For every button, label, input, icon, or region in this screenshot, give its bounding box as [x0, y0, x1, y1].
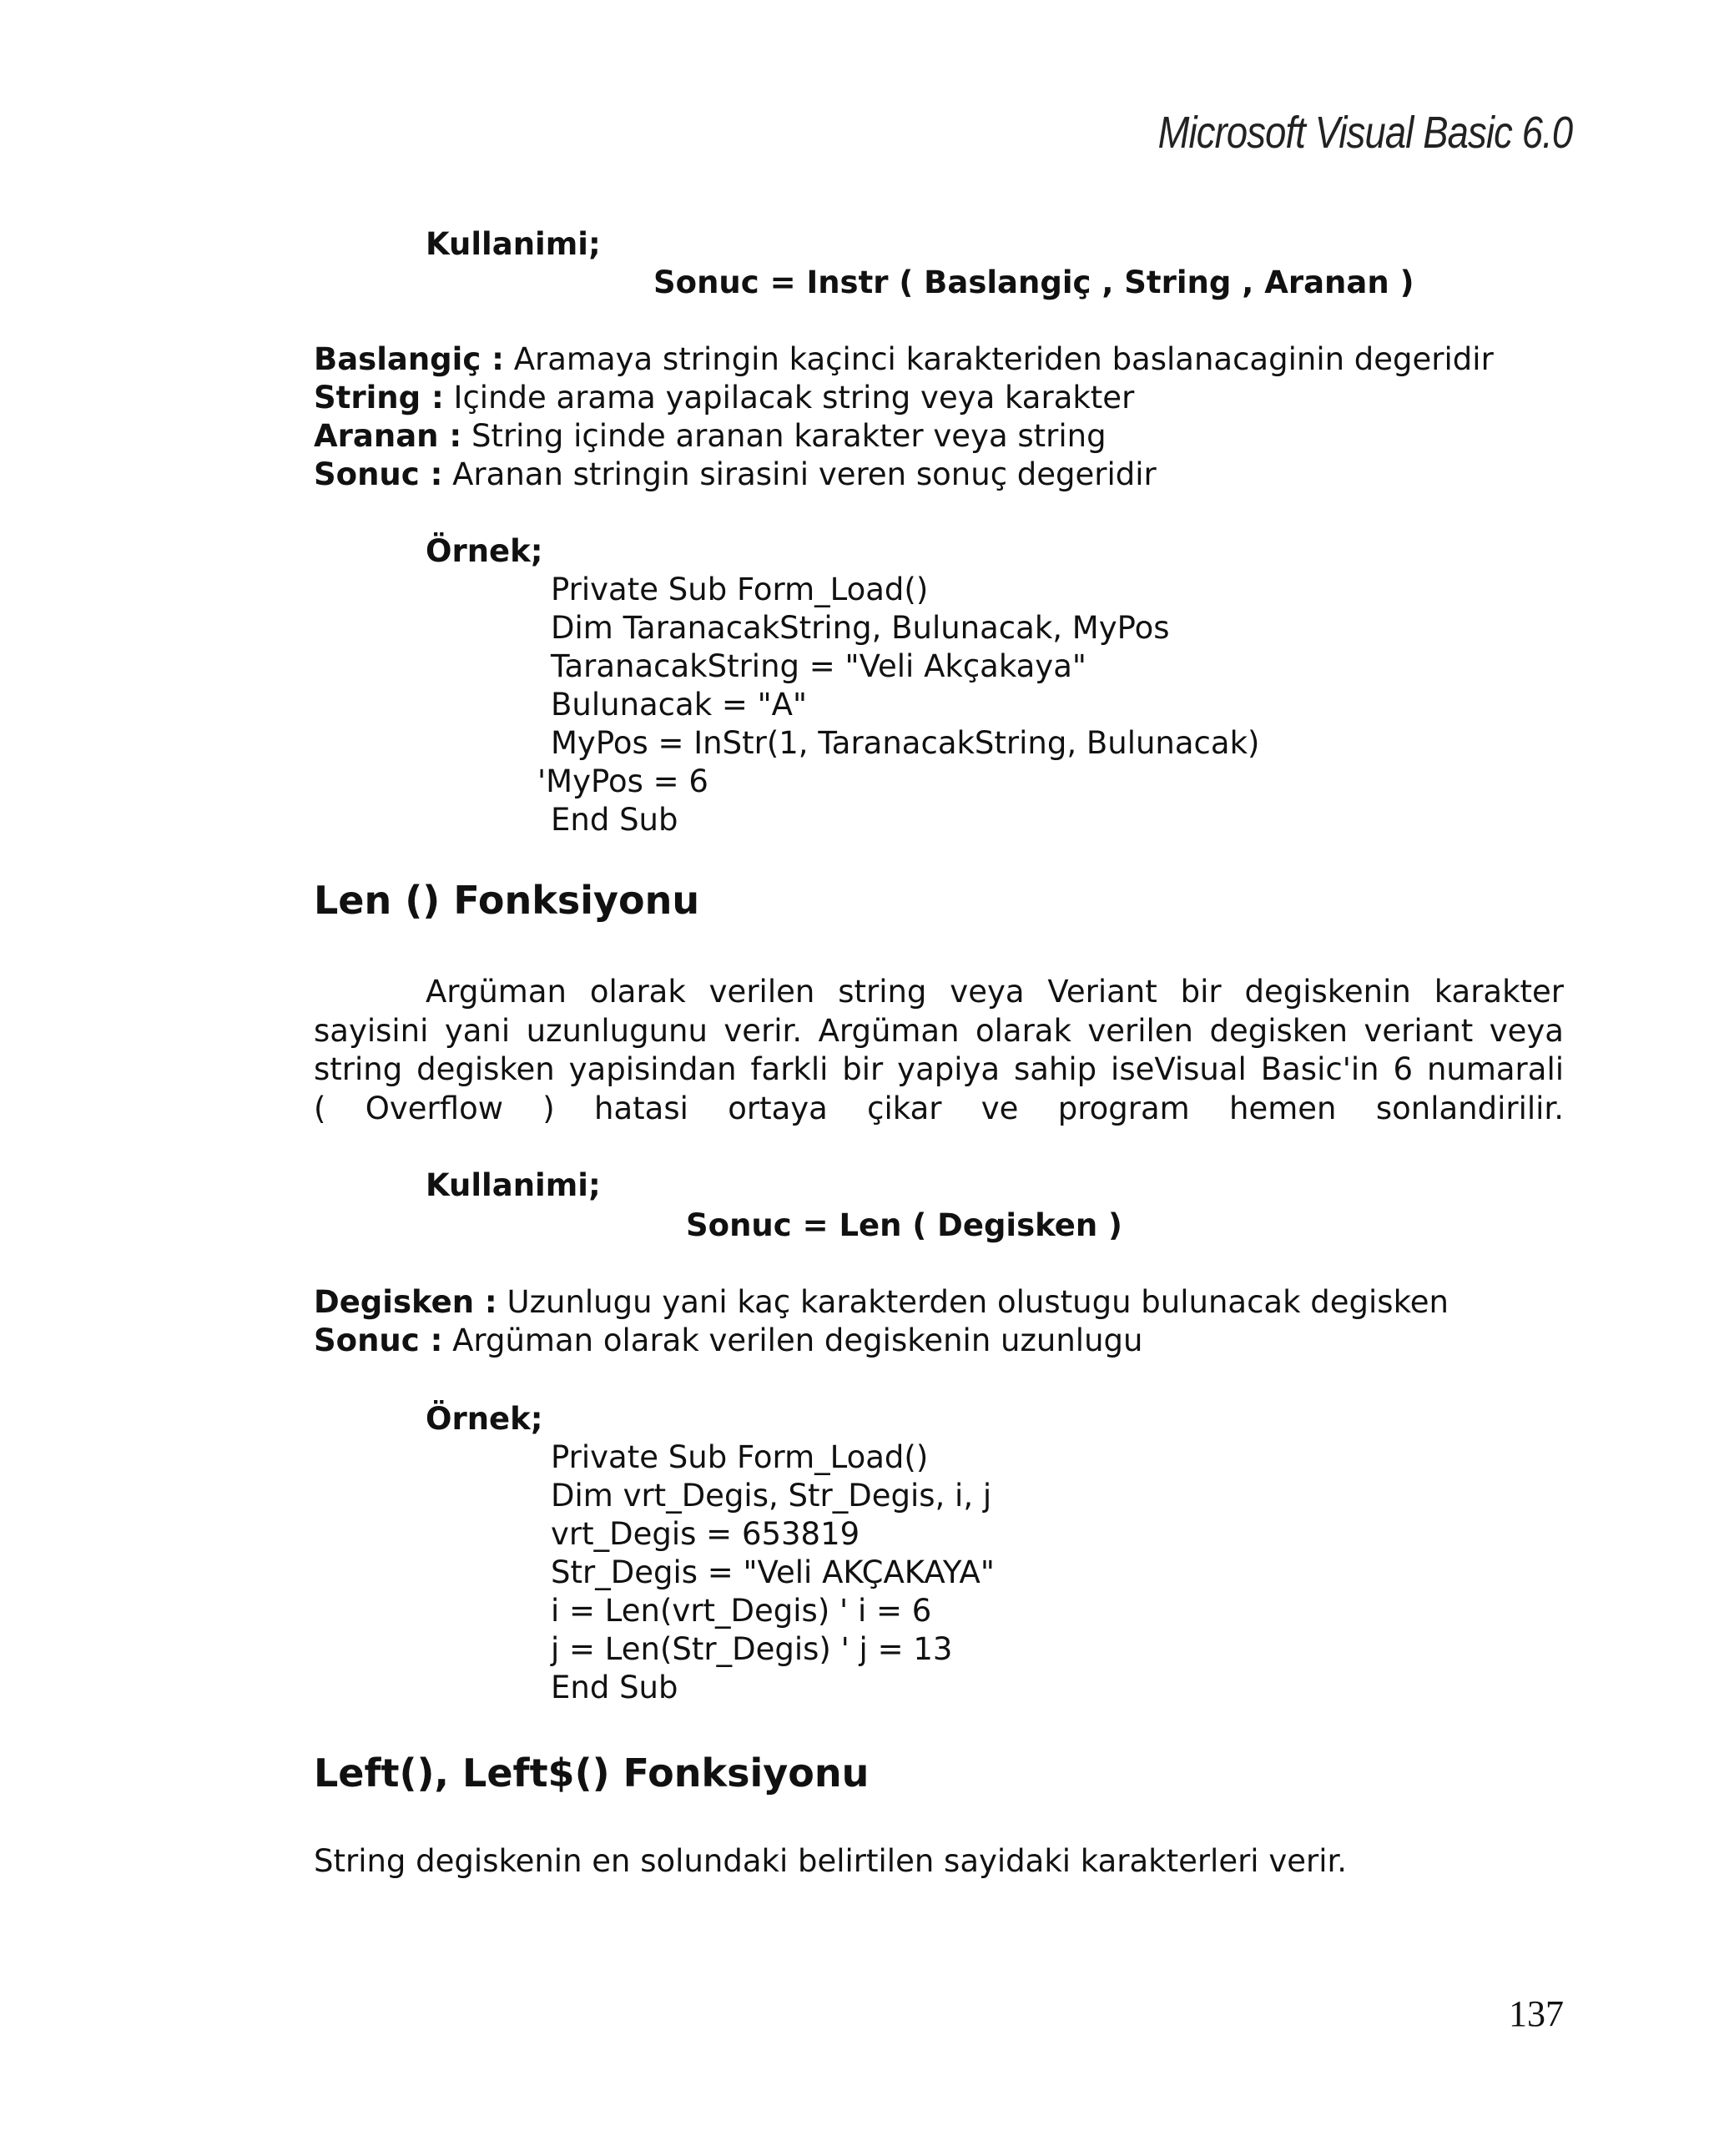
- len-param-list: [314, 1283, 1449, 1360]
- len-section-heading: Len () Fonksiyonu: [314, 878, 700, 923]
- code-line: TaranacakString = "Veli Akçakaya": [551, 648, 1086, 684]
- instr-usage-label: Kullanimi;: [426, 226, 601, 262]
- code-line: j = Len(Str_Degis) ' j = 13: [551, 1631, 953, 1667]
- code-line: 'MyPos = 6: [537, 763, 708, 799]
- param-desc: Aranan stringin sirasini veren sonuç degeridir: [442, 456, 1157, 492]
- code-line: Private Sub Form_Load(): [551, 1439, 929, 1475]
- len-example-label: Örnek;: [426, 1401, 543, 1437]
- param-term: Degisken :: [314, 1284, 497, 1320]
- param-desc: Uzunlugu yani kaç karakterden olustugu bulunacak degisken: [497, 1284, 1449, 1320]
- code-line: End Sub: [551, 802, 678, 838]
- instr-example-label: Örnek;: [426, 533, 543, 569]
- instr-param-row: [314, 456, 1494, 494]
- instr-param-row: [314, 417, 1494, 456]
- len-param-row: [314, 1322, 1449, 1360]
- len-code-block: [551, 1438, 995, 1707]
- param-term: Aranan :: [314, 418, 462, 454]
- len-desc-line: string degisken yapisindan farkli bir yapiya sahip iseVisual Basic'in 6 numarali: [314, 1051, 1564, 1087]
- page-header-title: Microsoft Visual Basic 6.0: [1157, 108, 1572, 158]
- len-desc-line: sayisini yani uzunlugunu verir. Argüman olarak verilen degisken veriant veya: [314, 1012, 1564, 1049]
- param-term: Sonuc :: [314, 1322, 443, 1358]
- code-line: Dim vrt_Degis, Str_Degis, i, j: [551, 1478, 992, 1514]
- page-number: 137: [1509, 1993, 1564, 2034]
- param-desc: Argüman olarak verilen degiskenin uzunlugu: [442, 1322, 1143, 1358]
- param-desc: Aramaya stringin kaçinci karakteriden baslanacaginin degeridir: [503, 341, 1494, 377]
- left-description: String degiskenin en solundaki belirtilen sayidaki karakterleri verir.: [314, 1843, 1348, 1879]
- param-term: Sonuc :: [314, 456, 443, 492]
- code-line: Bulunacak = "A": [551, 687, 808, 723]
- len-syntax: Sonuc = Len ( Degisken ): [686, 1207, 1122, 1243]
- instr-param-row: [314, 340, 1494, 379]
- instr-syntax: Sonuc = Instr ( Baslangiç , String , Aranan ): [653, 264, 1414, 300]
- len-desc-line: Argüman olarak verilen string veya Veriant bir degiskenin karakter: [426, 974, 1564, 1010]
- instr-param-list: [314, 340, 1494, 494]
- code-line: Dim TaranacakString, Bulunacak, MyPos: [551, 610, 1170, 646]
- code-line: End Sub: [551, 1670, 678, 1705]
- len-desc-line: ( Overflow ) hatasi ortaya çikar ve program hemen sonlandirilir.: [314, 1090, 1564, 1126]
- left-section-heading: Left(), Left$() Fonksiyonu: [314, 1750, 870, 1796]
- code-line: Str_Degis = "Veli AKÇAKAYA": [551, 1554, 995, 1590]
- code-line: Private Sub Form_Load(): [551, 572, 929, 607]
- param-desc: Içinde arama yapilacak string veya karakter: [443, 380, 1135, 416]
- code-line: MyPos = InStr(1, TaranacakString, Bulunacak): [551, 725, 1260, 761]
- code-line: vrt_Degis = 653819: [551, 1516, 860, 1552]
- instr-code-block: [537, 571, 1260, 839]
- code-line: i = Len(vrt_Degis) ' i = 6: [551, 1593, 932, 1629]
- param-term: String :: [314, 380, 444, 416]
- len-usage-label: Kullanimi;: [426, 1167, 601, 1203]
- param-desc: String içinde aranan karakter veya string: [461, 418, 1107, 454]
- len-description: [314, 973, 1564, 1128]
- param-term: Baslangiç :: [314, 341, 504, 377]
- instr-param-row: [314, 379, 1494, 417]
- len-param-row: [314, 1283, 1449, 1322]
